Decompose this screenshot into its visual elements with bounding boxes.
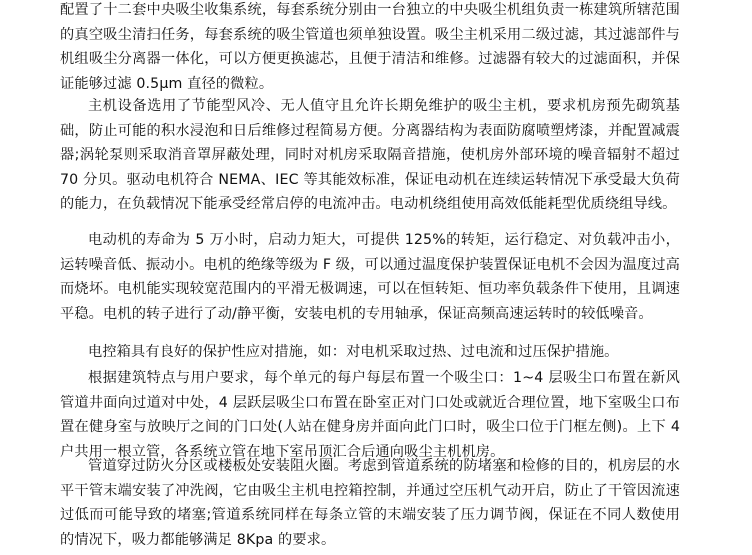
paragraph-3: 电动机的寿命为 5 万小时，启动力矩大，可提供 125%的转矩，运行稳定、对负载冲击小，运转噪音低、振动小。电机的绝缘等级为 F 级，可以通过温度保护装置保证电机不会因为温度过高而烧坏。电机能实现较宽范围内的平滑无极调速，可以在恒转矩、恒功率负载条件下使用，且调速平稳。电机的转子进行了动/静平衡，安装电机的专用轴承，保证高频高速运转时的较低噪音。 — [60, 232, 680, 322]
paragraph-2: 主机设备选用了节能型风冷、无人值守且允许长期免维护的吸尘主机，要求机房预先砌筑基础，防止可能的积水浸泡和日后维修过程简易方便。分离器结构为表面防腐喷塑烤漆，并配置减震器;涡轮泵则采取消音罩屏蔽处理，同时对机房采取隔音措施，使机房外部环境的噪音辐射不超过 70 分贝。驱动电机符合 NEMA、IEC 等其能效标准，保证电动机在连续运转情况下承受最大负荷的能力，在负载情况下能承受经常启停的电流冲击。电动机绕组使用高效低能耗型优质绕组导线。 — [60, 98, 680, 212]
paragraph-4: 电控箱具有良好的保护性应对措施，如：对电机采取过热、过电流和过压保护措施。 — [88, 344, 619, 360]
paragraph-6: 管道穿过防火分区或楼板处安装阻火圈。考虑到管道系统的防堵塞和检修的目的，机房层的水平干管末端安装了冲洗阀，它由吸尘主机电控箱控制，并通过空压机气动开启，防止了干管因流速过低而可能导致的堵塞;管道系统同样在每条立管的末端安装了压力调节阀，保证在不同人数使用的情况下，吸力都能够满足 8Kpa 的要求。 — [60, 458, 680, 548]
paragraph-1: 配置了十二套中央吸尘收集系统，每套系统分别由一台独立的中央吸尘机组负责一栋建筑所辖范围的真空吸尘清扫任务，每套系统的吸尘管道也须单独设置。吸尘主机采用二级过滤，其过滤部件与机组吸尘分离器一体化，可以方便更换滤芯，且便于清洁和维修。过滤器有较大的过滤面积，并保证能够过滤 0.5μm 直径的微粒。 — [60, 2, 680, 92]
paragraph-5: 根据建筑特点与用户要求，每个单元的每户每层布置一个吸尘口：1~4 层吸尘口布置在新风管道井面向过道对中处，4 层跃层吸尘口布置在卧室正对门口处或就近合理位置，地下室吸尘口布置在健身室与放映厅之间的门口处(人站在健身房并面向此门口时，吸尘口位于门框左侧)。上下 4 户共用一根立管，各系统立管在地下室吊顶汇合后通向吸尘主机机房。 — [60, 370, 680, 460]
